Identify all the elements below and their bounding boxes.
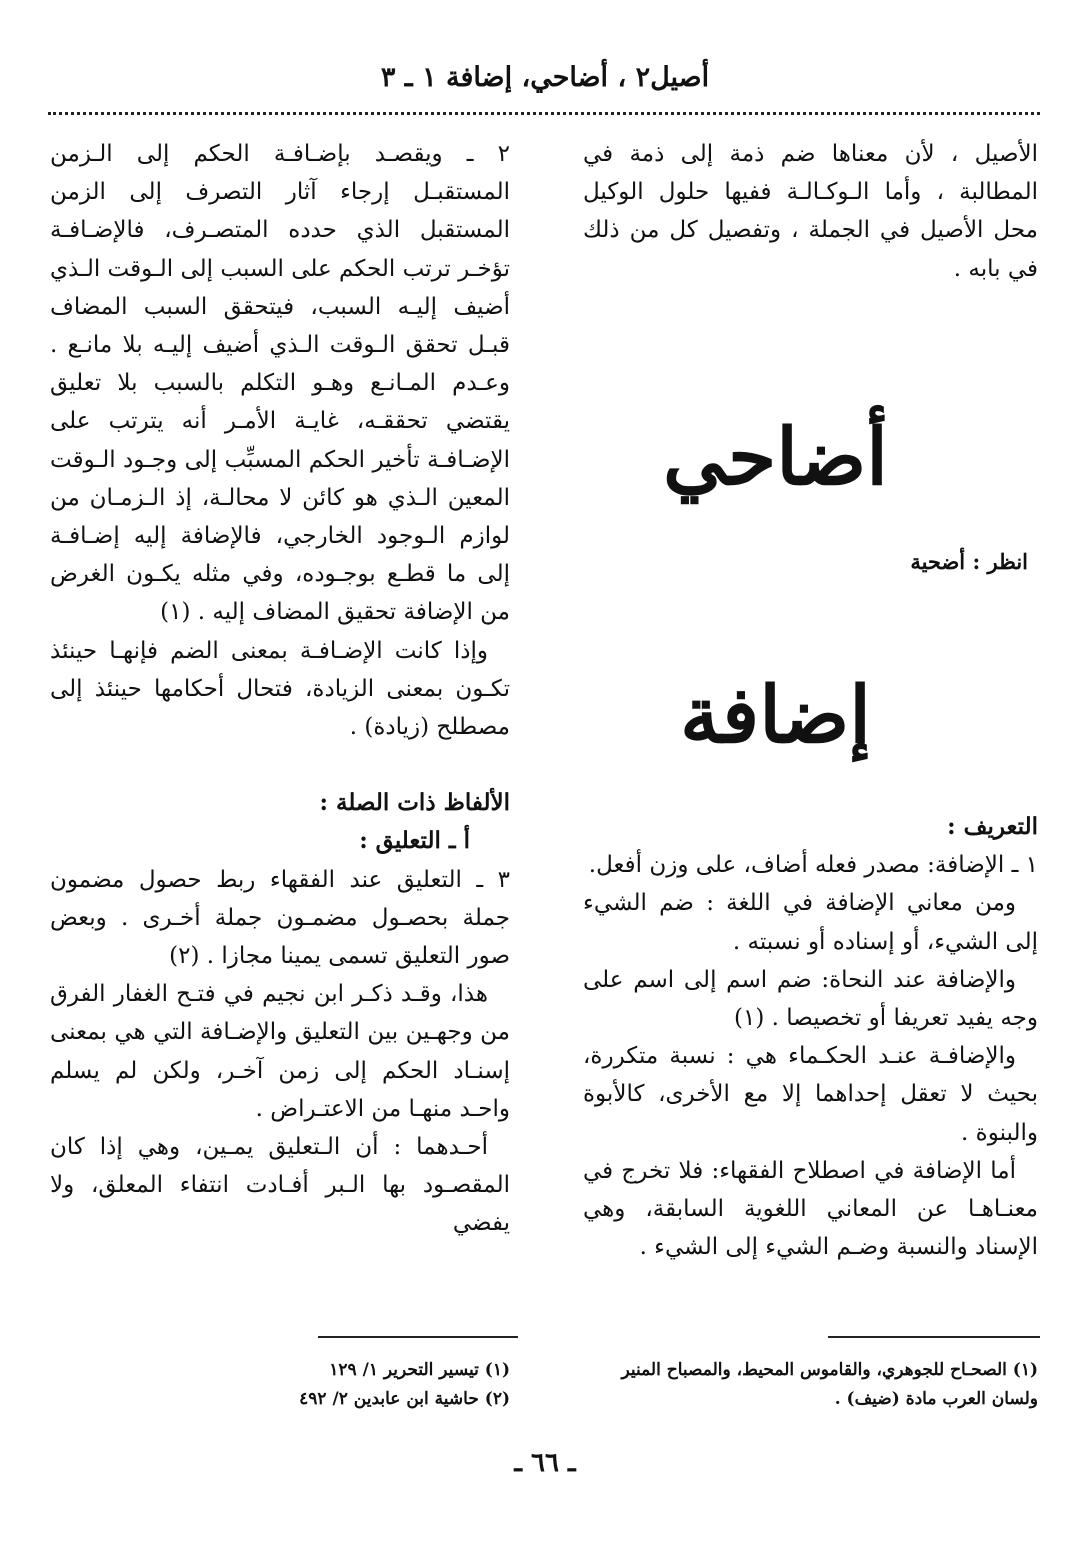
left-column [50,135,510,1243]
footnote-divider-right [828,1336,1040,1338]
footnotes-left [50,1356,510,1414]
paragraph-ibn-nujaym: هذا، وقـد ذكـر ابن نجيم في فتـح الغفار الفرق من وجهـين بين التعليق والإضـافة التي هي بمعنى إسنـاد الحكم إلى زمن آخـر، ولكن لم يسلم واحـد منهـا من الاعتـراض . [50,981,510,1122]
paragraph-1: ١ ـ الإضافة: مصدر فعله أضاف، على وزن أفعل. [588,852,1038,879]
paragraph-addition-meaning: وإذا كانت الإضـافـة بمعنى الضم فإنهـا حينئذ تكـون بمعنى الزيادة، فتحال أحكامها حينئذ إلى مصطلح (زيادة) . [50,637,510,741]
related-terms-heading: الألفاظ ذات الصلة : [319,789,510,817]
footnotes-right [583,1356,1038,1414]
sub-heading-taliq: أ ـ التعليق : [359,827,470,855]
footnote-divider-left [318,1336,518,1338]
paragraph-grammarians: والإضافة عند النحاة: ضم اسم إلى اسم على وجه يفيد تعريفا أو تخصيصا . (١) [583,966,1038,1032]
footnote: (٢) حاشية ابن عابدين ٢/ ٤٩٢ [299,1389,510,1409]
paragraph-linguistic: ومن معاني الإضافة في اللغة : ضم الشيء إلى الشيء، أو إسناده أو نسبته . [583,890,1038,955]
paragraph-3: ٣ ـ التعليق عند الفقهاء ربط حصول مضمون جملة بحصـول مضمـون جملة أخـرى . وبعض صور التعليق تسمى يمينا مجازا . (٢) [50,866,510,970]
paragraph-first-difference: أحـدهما : أن الـتعليق يمـين، وهي إذا كان المقصـود بها الـبر أفـادت انتفاء المعلق، ولا يفضي [50,1134,510,1237]
header-divider [48,112,1040,115]
paragraph-2: ٢ ـ ويقصـد بإضـافـة الحكم إلى الـزمن المستقبـل إرجاء آثار التصرف إلى الزمن المستقبل الذي حدده المتصـرف، فالإضـافـة تؤخـر ترتب الحكم على السبب إلى الـوقت الـذي أضيف إليـه السبب، فيتحقق السبب المضاف قبـل تحقق الـوقت الـذي أضيف إليـه بلا مانـع . وعـدم المـانـع وهـو التكلم بالسبب بلا تعليق يقتضي تحققـه، غايـة الأمـر أنه يترتب على الإضـافـة تأخير الحكم المسبِّب إلى وجـود الـوقت المعين الـذي هو كائن لا محالـة، إذ الـزمـان من لوازم الـوجود الخارجي، فالإضافة إليه إضـافـة إلى ما قطـع بوجـوده، وفي مثله يكـون الغرض من الإضافة تحقيق المضاف إليه . (١) [50,141,510,626]
running-head: أصيل٢ ، أضاحي، إضافة ١ ـ ٣ [380,62,710,93]
page-number: ـ ٦٦ ـ [514,1448,576,1478]
paragraph-philosophers: والإضافـة عنـد الحكـماء هي : نسبة متكررة، بحيث لا تعقل إحداهما إلا مع الأخرى، كالأبوة والبنوة . [583,1043,1038,1146]
footnote: (١) تيسير التحرير ١/ ١٢٩ [329,1360,510,1380]
footnote: (١) الصحـاح للجوهري، والقاموس المحيط، والمصباح المنير ولسان العرب مادة (ضيف) . [621,1360,1038,1409]
paragraph-jurists: أما الإضافة في اصطلاح الفقهاء: فلا تخرج في معنـاهـا عن المعاني اللغوية السابقة، وهي الإسناد والنسبة وضـم الشيء إلى الشيء . [583,1157,1038,1261]
entry-title-adahi: أضاحي [663,411,888,503]
right-column [583,135,1038,1266]
definition-heading: التعريف : [947,813,1038,841]
intro-paragraph: الأصيل ، لأن معناها ضم ذمة إلى ذمة في المطالبة ، وأما الـوكـالـة ففيها حلول الوكيل محل الأصيل في الجملة ، وتفصيل كل من ذلك في بابه . [583,141,1038,282]
see-also-reference: انظر : أضحية [910,548,1028,574]
entry-title-idafa: إضافة [680,670,871,762]
